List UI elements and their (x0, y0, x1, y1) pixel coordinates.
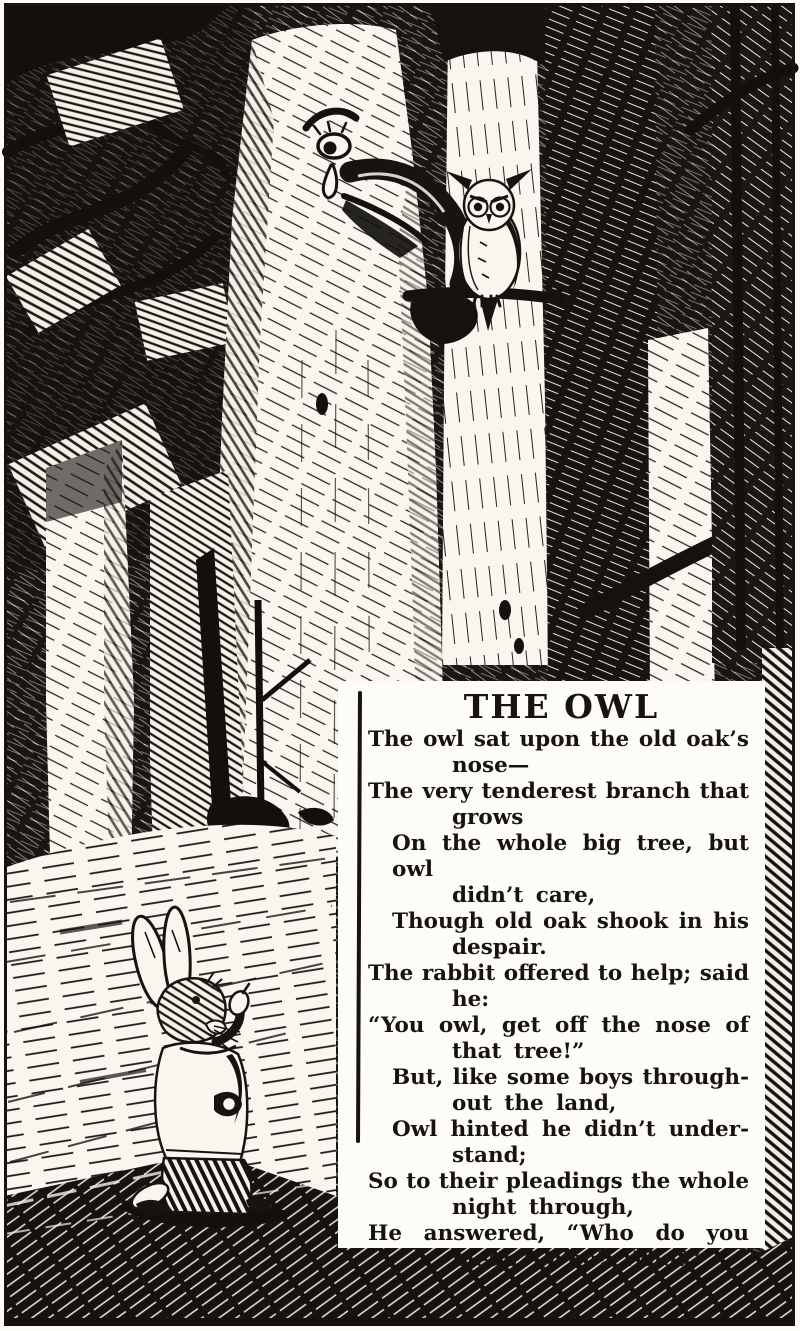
poem-box (338, 681, 765, 1272)
poem-line: grows (452, 805, 524, 830)
poem-line: But, like some boys through- (392, 1065, 749, 1090)
poem-line: despair. (452, 935, 547, 960)
poem-line: So to their pleadings the whole (368, 1169, 749, 1194)
poem-line: Owl hinted he didn’t under- (392, 1117, 749, 1142)
poem-line: The very tenderest branch that (368, 779, 749, 804)
poem-line: didn’t care, (452, 883, 596, 908)
poem-line: stand; (452, 1143, 527, 1168)
poem-title: THE OWL (463, 687, 660, 726)
poem-line: he: (452, 987, 490, 1012)
poem-line: out the land, (452, 1091, 617, 1116)
poem-line: The rabbit offered to help; said (368, 961, 749, 986)
poem-line: that tree!” (452, 1039, 585, 1064)
poem-line: nose— (452, 753, 530, 778)
poem-line: He answered, “Who do you (368, 1221, 749, 1246)
poem-line: The owl sat upon the old oak’s (368, 727, 749, 752)
poem-line: Though old oak shook in his (392, 909, 749, 934)
poem-line: mean? Who? Who?” (452, 1247, 702, 1272)
poem-line: night through, (452, 1195, 634, 1220)
poem-lines (368, 727, 749, 1273)
poem-line: On the whole big tree, but owl (392, 831, 749, 882)
poem-line: “You owl, get off the nose of (368, 1013, 749, 1038)
poem-left-rule (356, 691, 362, 1143)
